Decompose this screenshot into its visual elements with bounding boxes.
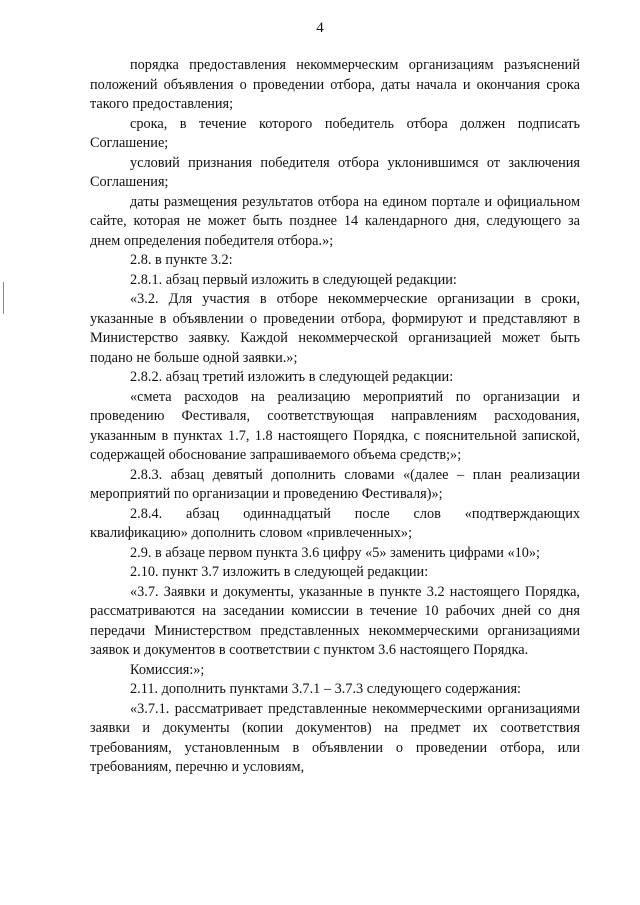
- scan-edge-mark: [3, 282, 4, 314]
- paragraph: Комиссия:»;: [130, 661, 205, 678]
- paragraph: 2.8. в пункте 3.2:: [130, 252, 233, 268]
- page-number: 4: [316, 20, 324, 36]
- paragraph: «смета расходов на реализацию мероприятий по организации и проведению Фестиваля, соответствующая направлениям расходования, указанным в пунктах 1.7, 1.8 настоящего Порядка, с пояснительной запиской, содержащей обоснование запрашиваемого объема средств;»;: [90, 388, 580, 463]
- paragraph: 2.8.4. абзац одиннадцатый после слов «подтверждающих квалификацию» дополнить словом «привлеченных»;: [90, 505, 580, 541]
- paragraph: срока, в течение которого победитель отбора должен подписать Соглашение;: [90, 115, 580, 151]
- paragraph: 2.8.3. абзац девятый дополнить словами «(далее – план реализации мероприятий по организации и проведению Фестиваля)»;: [90, 466, 580, 502]
- paragraph: 2.8.2. абзац третий изложить в следующей редакции:: [130, 369, 454, 385]
- document-body: [90, 56, 580, 778]
- paragraph: 2.9. в абзаце первом пункта 3.6 цифру «5» заменить цифрами «10»;: [130, 544, 541, 561]
- paragraph: 2.10. пункт 3.7 изложить в следующей редакции:: [130, 564, 429, 580]
- paragraph: даты размещения результатов отбора на едином портале и официальном сайте, которая не может быть позднее 14 календарного дня, следующего за днем определения победителя отбора.»;: [90, 193, 580, 249]
- paragraph: «3.2. Для участия в отборе некоммерческие организации в сроки, указанные в объявлении о проведении отбора, формируют и представляют в Министерство заявку. Каждой некоммерческой организацией может быть подано не больше одной заявки.»;: [90, 291, 580, 366]
- paragraph: условий признания победителя отбора уклонившимся от заключения Соглашения;: [90, 154, 580, 190]
- paragraph: 2.11. дополнить пунктами 3.7.1 – 3.7.3 следующего содержания:: [130, 681, 522, 697]
- paragraph: «3.7. Заявки и документы, указанные в пункте 3.2 настоящего Порядка, рассматриваются на заседании комиссии в течение 10 рабочих дней со дня передачи Министерством представленных некоммерческими организациями заявок и документов в соответствии с пунктом 3.6 настоящего Порядка.: [90, 583, 580, 658]
- paragraph: 2.8.1. абзац первый изложить в следующей редакции:: [130, 271, 457, 288]
- paragraph: порядка предоставления некоммерческим организациям разъяснений положений объявления о проведении отбора, даты начала и окончания срока такого предоставления;: [90, 57, 580, 112]
- paragraph: «3.7.1. рассматривает представленные некоммерческими организациями заявки и документы (копии документов) на предмет их соответствия требованиям, установленным в объявлении о проведении отбора, или требованиям, перечню и условиям,: [90, 700, 580, 775]
